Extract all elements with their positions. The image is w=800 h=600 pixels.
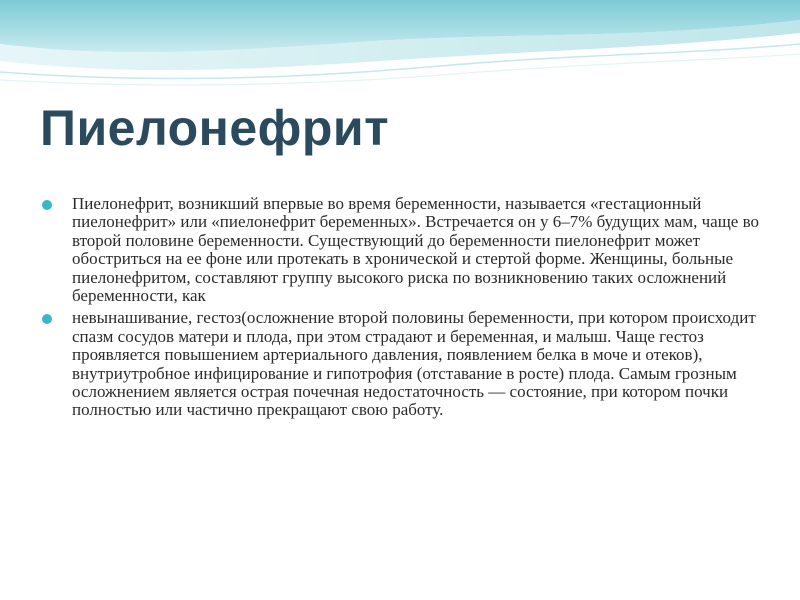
bullet-list [40,195,760,424]
decorative-wave-header [0,0,800,90]
bullet-dot-icon [42,200,52,210]
bullet-item [40,195,760,305]
slide-title: Пиелонефрит [40,100,390,156]
bullet-text: Пиелонефрит, возникший впервые во время беременности, называется «гестационный пиелонефрит» или «пиелонефрит беременных». Встречается он у 6–7% будущих мам, чаще во второй половине беременности. Существующий до беременности пиелонефрит может обостриться на ее фоне или протекать в хронической и стертой форме. Женщины, больные пиелонефритом, составляют группу высокого риска по возникновению таких осложнений беременности, как [72,194,759,306]
bullet-item [40,309,760,419]
bullet-text: невынашивание, гестоз(осложнение второй половины беременности, при котором происходит спазм сосудов матери и плода, при этом страдают и беременная, и малыш. Чаще гестоз проявляется повышением артериального давления, появлением белка в моче и отеков), внутриутробное инфицирование и гипотрофия (отставание в росте) плода. Самым грозным осложнением является острая почечная недостаточность — состояние, при котором почки полностью или частично прекращают свою работу. [72,308,756,420]
bullet-dot-icon [42,314,52,324]
